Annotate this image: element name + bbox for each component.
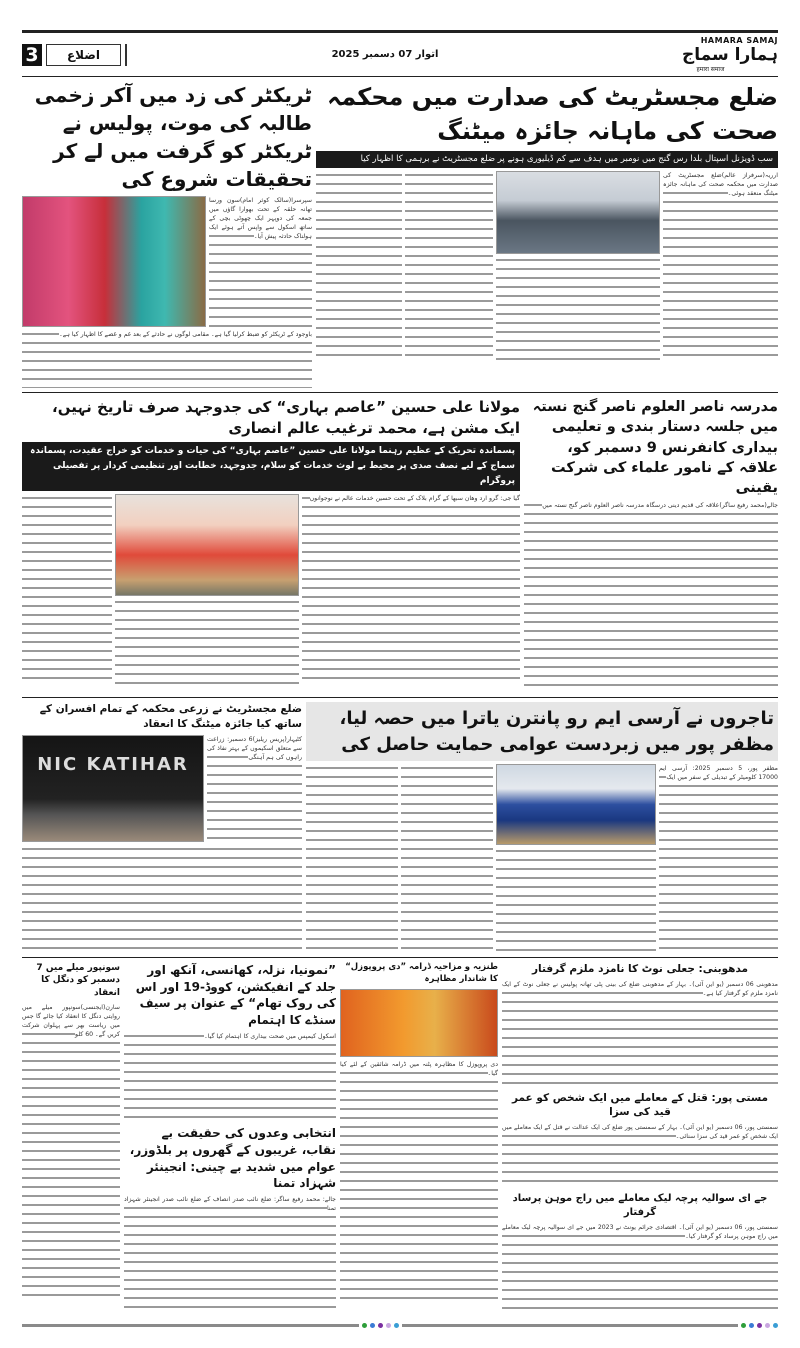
- logo-urdu: ہمارا سماج: [681, 45, 778, 65]
- agri-body-col1: کٹیہار(پریس ریلیز)6 دسمبر: زراعت سے متعلق اسکیموں کے بہتر نفاذ کی راہوں کی ہم آہنگی: [207, 735, 302, 842]
- asim-headline: مولانا علی حسین ”عاصم بہاری“ کی جدوجہد صرف تاریخ نہیں، ایک مشن ہے، محمد ترغیب عالم انصاری: [52, 398, 520, 437]
- tractor-body-continued: باوجود کے ٹریکٹر کو ضبط کرلیا گیا ہے۔ مقامی لوگوں نے حادثے کے بعد غم و غصے کا اظہار کیا ہے۔: [22, 330, 312, 388]
- madrasa-headline: مدرسہ ناصر العلوم ناصر گنج نستہ میں جلسہ دستار بندی و تعلیمی بیداری کانفرنس 9 دسمبر کو، علاقہ کے نامور علماء کی شرکت یقینی: [532, 399, 778, 497]
- footer-dot: [370, 1323, 375, 1328]
- footer-dot: [378, 1323, 383, 1328]
- page-number-box: 3: [22, 44, 42, 66]
- asim-strap: پسماندہ تحریک کے عظیم رہنما مولانا علی حسین ”عاصم بہاری“ کی حیات و خدمات کو خراج عقیدت، پسماندہ سماج کے لیے نصف صدی پر محیط بے لوث خدمات کو سلام، جدوجہد، خطابت اور تنظیمی کردار پر تفصیلی پروگرام: [22, 442, 520, 491]
- logo-hindi: हमारा समाज: [696, 66, 725, 73]
- drama-headline: طنزیہ و مزاحیہ ڈرامہ ”دی پروپوزل“ کا شاندار مظاہرہ: [345, 961, 498, 984]
- newspaper-page: [22, 30, 778, 1328]
- madhubani-body: مدھوبنی 06 دسمبر (یو این آئی)۔ بہار کے مدھوبنی ضلع کی بینی پٹی تھانہ پولیس نے جعلی نوٹ کے ایک نامزد ملزم کو گرفتار کیا ہے۔: [502, 980, 778, 1088]
- footer-dot: [757, 1323, 762, 1328]
- health-strap: سب ڈویژنل اسپتال بلدا رس گنج میں نومبر میں ہدف سے کم ڈیلیوری ہونے پر ضلع مجسٹریٹ نے برہمی کا اظہار کیا: [316, 151, 778, 168]
- traders-body-col2: [496, 847, 656, 953]
- sonpur-headline: سونپور میلے میں 7 دسمبر کو دنگل کا انعقاد: [36, 962, 120, 999]
- nic-katihar-sign: NIC KATIHAR: [37, 753, 189, 775]
- health-body-col1: ارریہ(سرفراز عالم)ضلع مجسٹریٹ کی صدارت میں محکمہ صحت کی ماہانہ جائزہ میٹنگ منعقد ہوئی۔: [663, 171, 778, 363]
- madhubani-headline: مدھوبنی: جعلی نوٹ کا نامزد ملزم گرفتار: [531, 962, 749, 975]
- footer-dot: [362, 1323, 367, 1328]
- je-headline: جے ای سوالیہ پرچہ لیک معاملے میں راج موہن پرساد گرفتار: [512, 1192, 768, 1218]
- asim-body-col3: گیا جی: گرو ارد وھان سبھا کے گرام بلاک کے تحت حسین خدمات عالم نے نوجوانوں: [302, 494, 520, 686]
- traders-body-col3: [401, 764, 493, 952]
- election-body: جالے: محمد رفیع ساگر: ضلع نائب صدر انصاف کے ضلع نائب صدر انجینئر شہزاد تمنا: [124, 1195, 336, 1315]
- footer-line: [22, 1324, 359, 1327]
- je-body: سمستی پور، 06 دسمبر (یو این آئی)۔ اقتصادی جرائم یونٹ نے 2023 میں جے ای سوالیہ پرچہ لیک معاملے میں راج موہن پرساد کو گرفتار کیا۔: [502, 1223, 778, 1313]
- health-body-col2: [496, 256, 660, 362]
- health-headline: ضلع مجسٹریٹ کی صدارت میں محکمہ صحت کی ماہانہ جائزہ میٹنگ: [327, 83, 778, 145]
- asim-body-col2: [115, 598, 299, 685]
- election-headline: انتخابی وعدوں کی حقیقت بے نقاب، غریبوں کے گھروں پر بلڈوزر، عوام میں شدید بے چینی: انجینئر شہزاد تمنا: [129, 1126, 336, 1191]
- samastipur-headline: مستی پور: قتل کے معاملے میں ایک شخص کو عمر قید کی سزا: [511, 1091, 769, 1119]
- section-label: اضلاع: [46, 44, 121, 66]
- asim-article: [22, 397, 520, 686]
- traders-yatra-photo: [496, 764, 656, 845]
- footer-line: [402, 1324, 739, 1327]
- health-body-col4: [316, 171, 402, 363]
- footer-dot: [741, 1323, 746, 1328]
- footer-bar: [22, 1323, 778, 1328]
- tractor-article: [22, 81, 312, 388]
- divider: [125, 44, 127, 66]
- asim-event-photo: [115, 494, 299, 596]
- madrasa-body: جالے(محمد رفیع ساگر)علاقہ کی قدیم دینی درسگاہ مدرسہ ناصر العلوم ناصر گنج نستہ میں: [524, 501, 778, 693]
- health-meeting-photo: [496, 171, 660, 254]
- tractor-body: سپرسرا(سالک کوثر امام)سون ورسا تھانہ حلقہ کے تحت بھوارا گاؤں میں جمعہ کی دوپہر ایک چھوٹی بچی کے ساتھ اسکول سے واپس آتے ہوئے ایک ہولناک حادثہ پیش آیا۔: [209, 196, 312, 327]
- drama-stage-photo: [340, 989, 498, 1057]
- issue-date: اتوار 07 دسمبر 2025: [331, 49, 439, 60]
- nic-katihar-photo: [22, 735, 204, 842]
- footer-dot: [765, 1323, 770, 1328]
- footer-dot: [386, 1323, 391, 1328]
- drama-article: [340, 962, 498, 1300]
- pneumonia-election-column: [124, 962, 336, 1315]
- agri-article: [22, 702, 302, 950]
- traders-body-col1: مظفر پور، 5 دسمبر 2025: آرسی ایم 17000 کلومیٹر کے تبدیلی کے سفر میں ایک: [659, 764, 778, 952]
- traders-body-col4: [306, 764, 398, 952]
- logo-english: HAMARA SAMAJ: [700, 36, 778, 45]
- drama-body: دی پروپوزل کا مظاہرہ پٹنہ میں ڈرامہ شائقین کے لئے کیا گیا۔: [340, 1060, 498, 1300]
- traders-article: [306, 702, 778, 952]
- health-body-col3: [405, 171, 493, 363]
- row-third: [22, 697, 778, 956]
- masthead: [22, 30, 778, 76]
- footer-dot: [773, 1323, 778, 1328]
- agri-body-col2: [22, 845, 302, 951]
- masthead-logo: [643, 36, 778, 73]
- row-second: [22, 392, 778, 697]
- sonpur-article: [22, 962, 120, 1303]
- samastipur-body: سمستی پور، 06 دسمبر (یو این آئی)۔ بہار کے سمستی پور ضلع کی ایک عدالت نے قتل کے ایک معاملے میں ایک شخص کو عمر قید کی سزا سنائی۔: [502, 1123, 778, 1189]
- row-bottom: [22, 957, 778, 1319]
- agri-headline: ضلع مجسٹریٹ نے زرعی محکمہ کے تمام افسران کے ساتھ کیا جائزہ میٹنگ کا انعقاد: [39, 703, 302, 731]
- footer-dot: [394, 1323, 399, 1328]
- madrasa-article: [524, 397, 778, 693]
- pneumonia-body: اسکول کیمپس میں صحت بیداری کا اہتمام کیا گیا۔: [124, 1032, 336, 1122]
- right-briefs-column: [502, 962, 778, 1313]
- sonpur-body: سارن(ایجنسی)سونپور میلے میں روایتی دنگل کا انعقاد کیا جائے گا جس میں ریاست بھر سے پہلوان شرکت کریں گے۔ 60 کلو: [22, 1003, 120, 1303]
- row-top: [22, 76, 778, 392]
- asim-body-col1: [22, 494, 112, 686]
- tractor-headline: ٹریکٹر کی زد میں آکر زخمی طالبہ کی موت، پولیس نے ٹریکٹر کو گرفت میں لے کر تحقیقات شروع کی: [34, 83, 312, 191]
- health-article: [316, 81, 778, 363]
- tractor-photo-women: [22, 196, 206, 327]
- pneumonia-headline: ”نمونیا، نزلہ، کھانسی، آنکھ اور جلد کے انفیکشن، کووڈ-19 اور اس کی روک تھام“ کے عنوان پر سیف سنڈے کا اہتمام: [135, 962, 336, 1028]
- footer-dot: [749, 1323, 754, 1328]
- traders-headline: تاجروں نے آرسی ایم رو پانترن یاترا میں حصہ لیا، مظفر پور میں زبردست عوامی حمایت حاصل کی: [306, 702, 778, 760]
